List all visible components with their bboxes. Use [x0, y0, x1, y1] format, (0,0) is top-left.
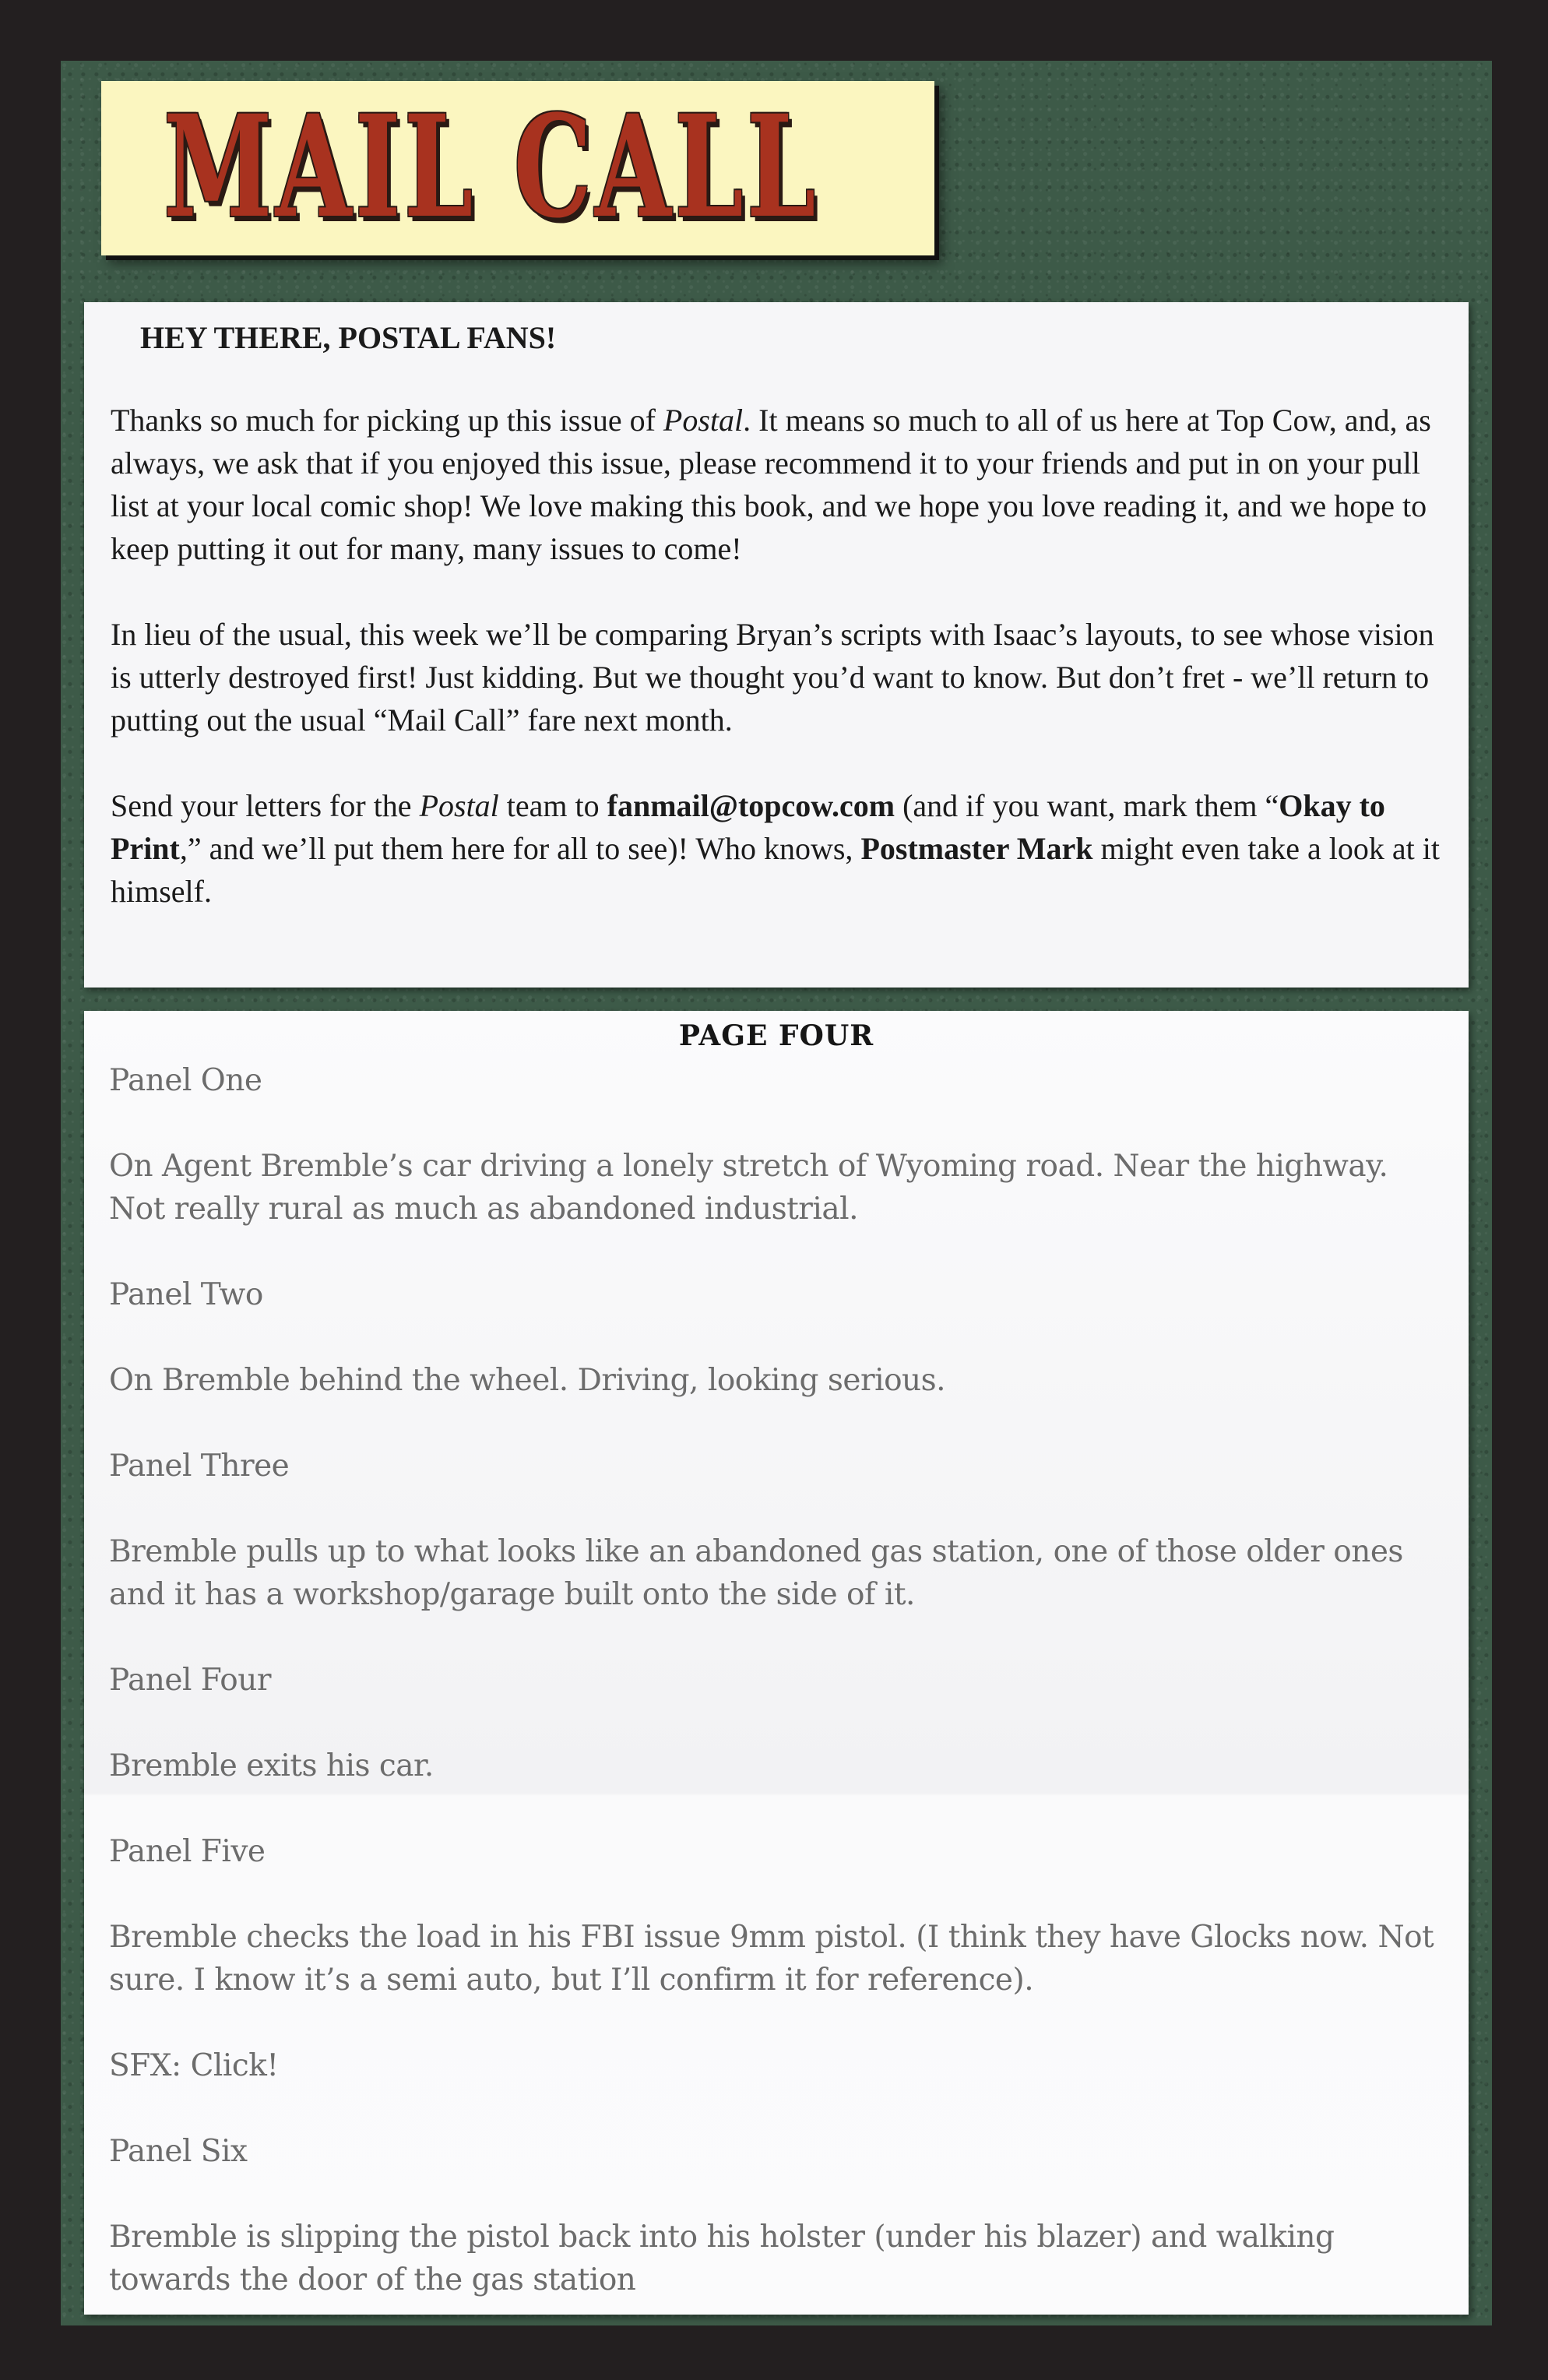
script-line: Panel Four: [109, 1663, 271, 1698]
script-line: Bremble is slipping the pistol back into his holster (under his blazer) and walking towards the door of the gas station: [109, 2220, 1335, 2297]
script-line: On Agent Bremble’s car driving a lonely stretch of Wyoming road. Near the highway. Not really rural as much as abandoned industrial.: [109, 1149, 1388, 1227]
script-line: Panel Six: [109, 2134, 248, 2169]
script-line: Panel Two: [109, 1277, 263, 1312]
postmaster-mark: Postmaster Mark: [860, 831, 1093, 866]
postal-title: Postal: [419, 788, 499, 823]
letter-greeting: HEY THERE, POSTAL FANS!: [140, 320, 557, 355]
script-page-heading: PAGE FOUR: [678, 1019, 874, 1052]
script-line: Bremble pulls up to what looks like an abandoned gas station, one of those older ones and it has a workshop/garage built onto the side of it.: [109, 1534, 1403, 1612]
mail-call-banner: [101, 81, 934, 255]
script-line: Panel Five: [109, 1834, 266, 1869]
script-line: Bremble exits his car.: [109, 1748, 434, 1783]
fanmail-email: fanmail@topcow.com: [607, 788, 895, 823]
banner-title: MAIL CALL: [164, 85, 819, 249]
script-line: Bremble checks the load in his FBI issue 9mm pistol. (I think they have Glocks now. Not sure. I know it’s a semi auto, but I’ll confirm it for reference).: [109, 1920, 1434, 1998]
letter-paragraph-1: Thanks so much for picking up this issue of Postal. It means so much to all of us here at Top Cow, and, as always, we ask that if you enjoyed this issue, please recommend it to your friends and put in on your pull list at your local comic shop! We love making this book, and we hope you love reading it, and we hope to keep putting it out for many, many issues to come!: [111, 403, 1431, 566]
letter-paragraph-3: Send your letters for the Postal team to fanmail@topcow.com (and if you want, mark them “Okay to Print,” and we’ll put them here for all to see)! Who knows, Postmaster Mark might even take a look at it himself.: [111, 788, 1440, 909]
editor-letter: [84, 302, 1469, 988]
script-line: Panel One: [109, 1063, 262, 1098]
script-page: [84, 1011, 1469, 2315]
postal-title: Postal: [663, 403, 744, 438]
script-lines: [109, 1059, 1448, 2344]
letter-paragraph-2: In lieu of the usual, this week we’ll be comparing Bryan’s scripts with Isaac’s layouts, to see whose vision is utterly destroyed first! Just kidding. But we thought you’d want to know. But don’t fret - we’ll return to putting out the usual “Mail Call” fare next month.: [111, 617, 1434, 738]
script-line: SFX: Click!: [109, 2048, 279, 2083]
script-line: Panel Three: [109, 1449, 290, 1484]
script-line: On Bremble behind the wheel. Driving, looking serious.: [109, 1363, 946, 1398]
okay-to-print: Okay to Print: [111, 788, 1385, 866]
letter-body: [111, 399, 1450, 913]
